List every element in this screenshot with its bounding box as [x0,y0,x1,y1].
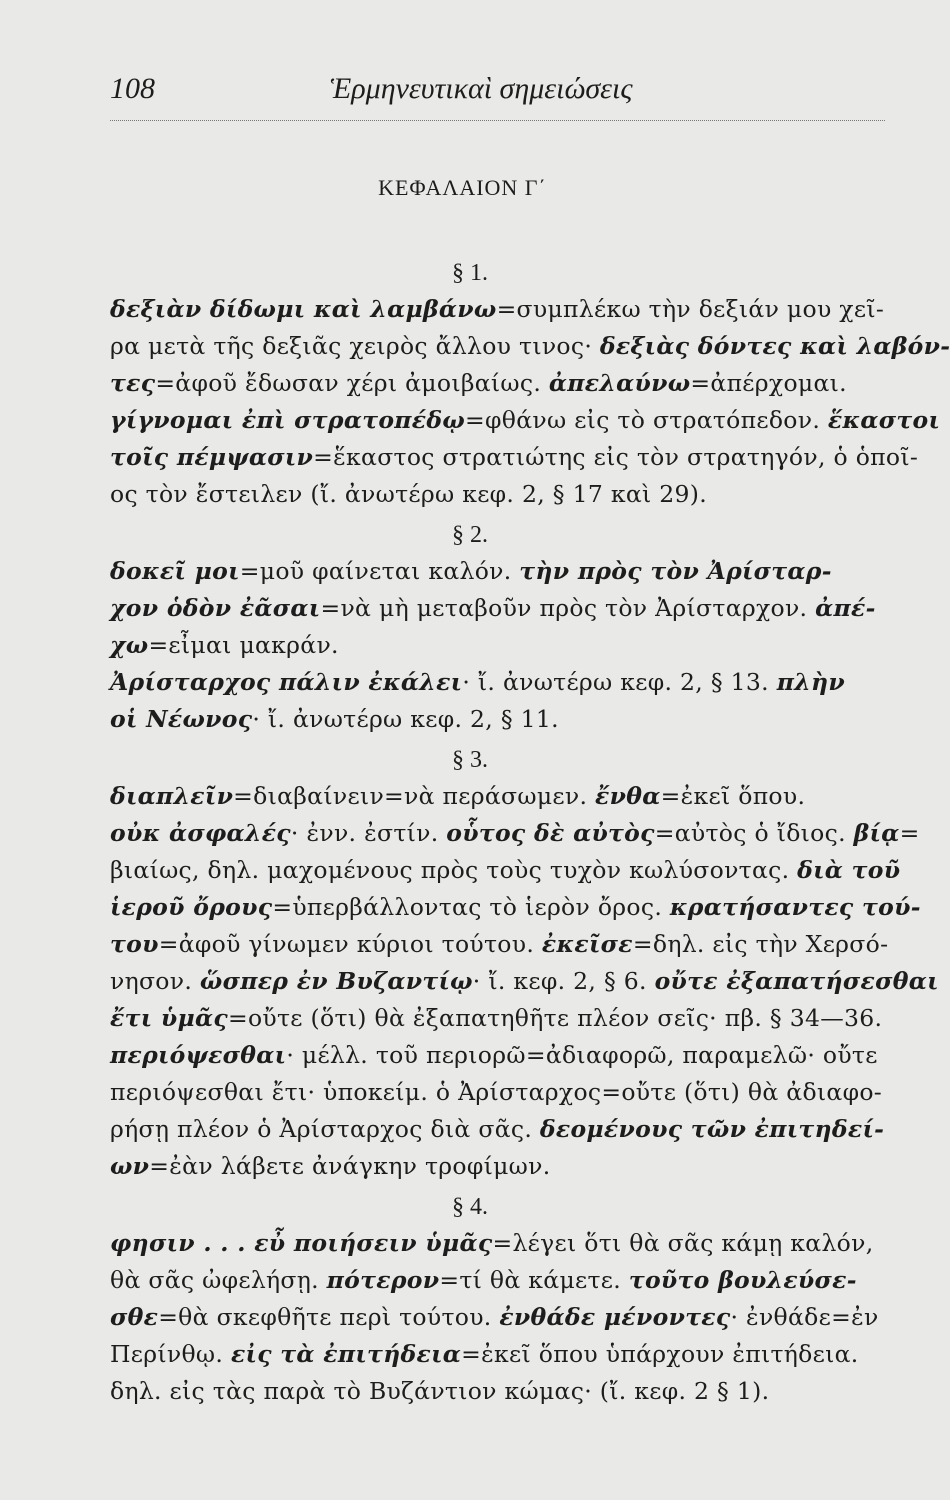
lemma: τὴν πρὸς τὸν Ἀρίσταρ- [519,557,832,585]
gloss: βιαίως, δηλ. μαχομένους πρὸς τοὺς τυχὸν κωλύσοντας. [110,856,798,884]
gloss: δηλ. εἰς τὰς παρὰ τὸ Βυζάντιον κώμας· (ἴ. κεφ. 2 § 1). [110,1377,770,1405]
gloss: =τί θὰ κάμετε. [439,1266,629,1294]
text-line [110,476,900,513]
lemma: Ἀρίσταρχος πάλιν ἐκάλει [110,668,463,696]
text-line [110,664,900,701]
text-line [110,365,900,402]
text-line [110,852,900,889]
lemma: πλὴν [776,668,845,696]
section-mark: § 4. [452,1194,488,1220]
text-line [110,701,900,738]
gloss: ρήσῃ πλέον ὁ Ἀρίσταρχος διὰ σᾶς. [110,1115,540,1143]
gloss: =διαβαίνειν=νὰ περάσωμεν. [233,782,596,810]
gloss: =ἐὰν λάβετε ἀνάγκην τροφίμων. [149,1152,551,1180]
text-line [110,1000,900,1037]
lemma: ὥσπερ ἐν Βυζαντίῳ [199,967,473,995]
gloss: =αὐτὸς ὁ ἴδιος. [654,819,854,847]
text-line [110,1225,900,1262]
text-line [110,926,900,963]
gloss: ος τὸν ἔστειλεν (ἴ. ἀνωτέρω κεφ. 2, § 17 καὶ 29). [110,480,708,508]
running-head [110,72,885,121]
text-line [110,1148,900,1185]
section-mark: § 3. [452,747,488,773]
text-line [110,1336,900,1373]
lemma: εἰς τὰ ἐπιτήδεια [230,1340,462,1368]
lemma: σθε [110,1303,159,1331]
lemma: δεομένους τῶν ἐπιτηδεί- [539,1115,885,1143]
lemma: ἕκαστοι [827,406,941,434]
gloss: =μοῦ φαίνεται καλόν. [239,557,520,585]
lemma: ἔνθα [595,782,661,810]
gloss: =ἕκαστος στρατιώτης εἰς τὸν στρατηγόν, ὁ ὁποῖ- [313,443,919,471]
lemma: οἱ Νέωνος [110,705,253,733]
lemma: ἐκεῖσε [541,930,633,958]
lemma: διὰ τοῦ [797,856,901,884]
running-title: Ἑρμηνευτικαὶ σημειώσεις [330,72,633,105]
lemma: δεξιὰς δόντες καὶ λαβόν- [599,332,950,360]
section-mark: § 1. [452,260,488,286]
lemma: του [110,930,159,958]
lemma: οὔτε ἐξαπατήσεσθαι [654,967,939,995]
gloss: =οὔτε (ὅτι) θὰ ἐξαπατηθῆτε πλέον σεῖς· πβ. § 34—36. [227,1004,883,1032]
text-line [110,590,900,627]
text-line [110,815,920,852]
text-line [110,963,939,1000]
lemma: διαπλεῖν [110,782,234,810]
gloss: · ἴ. κεφ. 2, § 6. [472,967,655,995]
gloss: =εἶμαι μακράν. [148,631,339,659]
lemma: χον ὁδὸν ἐᾶσαι [110,594,321,622]
page-number: 108 [110,72,155,105]
lemma: οὗτος δὲ αὐτὸς [446,819,655,847]
lemma: βίᾳ [853,819,900,847]
text-line [110,1373,900,1410]
lemma: δεξιὰν δίδωμι καὶ λαμβάνω [110,295,497,323]
lemma: χω [110,631,149,659]
text-line [110,402,941,439]
gloss: =ἀπέρχομαι. [690,369,847,397]
lemma: τοῦτο βουλεύσε- [628,1266,857,1294]
lemma: περιόψεσθαι [110,1041,287,1069]
text-line [110,291,900,328]
lemma: δοκεῖ μοι [110,557,240,585]
text-line [110,328,950,365]
gloss: ρα μετὰ τῆς δεξιᾶς χειρὸς ἄλλου τινος· [110,332,600,360]
text-line [110,439,919,476]
gloss: =ὑπερβάλλοντας τὸ ἱερὸν ὄρος. [272,893,670,921]
text-line [110,1037,900,1074]
lemma: ἔτι ὑμᾶς [110,1004,228,1032]
lemma: κρατήσαντες τού- [669,893,921,921]
gloss: =ἐκεῖ ὅπου ὑπάρχουν ἐπιτήδεια. [461,1340,859,1368]
text-line [110,778,900,815]
lemma: ἀπέ- [815,594,876,622]
lemma: ἱεροῦ ὄρους [110,893,273,921]
text-line [110,1299,900,1336]
lemma: τες [110,369,156,397]
gloss: =φθάνω εἰς τὸ στρατόπεδον. [465,406,828,434]
gloss: περιόψεσθαι ἔτι· ὑποκείμ. ὁ Ἀρίσταρχος=οὔτε (ὅτι) θὰ ἀδιαφο- [110,1078,883,1106]
lemma: τοῖς πέμψασιν [110,443,314,471]
gloss: =λέγει ὅτι θὰ σᾶς κάμῃ καλόν, [492,1229,874,1257]
gloss: =συμπλέκω τὴν δεξιάν μου χεῖ- [496,295,885,323]
text-line [110,1262,900,1299]
gloss: · ἐνθάδε=ἐν [730,1303,879,1331]
text-line [110,1111,900,1148]
gloss: =ἐκεῖ ὅπου. [660,782,806,810]
gloss: Περίνθῳ. [110,1340,231,1368]
text-line [110,1074,900,1111]
gloss: =δηλ. εἰς τὴν Χερσό- [632,930,889,958]
gloss: · ἴ. ἀνωτέρω κεφ. 2, § 11. [252,705,559,733]
gloss: =θὰ σκεφθῆτε περὶ τούτου. [158,1303,500,1331]
gloss: =ἀφοῦ γίνωμεν κύριοι τούτου. [158,930,542,958]
lemma: γίγνομαι ἐπὶ στρατοπέδῳ [110,406,466,434]
gloss: =νὰ μὴ μεταβοῦν πρὸς τὸν Ἀρίσταρχον. [320,594,816,622]
text-line [110,553,900,590]
lemma: ἐνθάδε μένοντες [499,1303,731,1331]
gloss: · μέλλ. τοῦ περιορῶ=ἀδιαφορῶ, παραμελῶ· οὔτε [286,1041,878,1069]
gloss: νησον. [110,967,200,995]
gloss: =ἀφοῦ ἔδωσαν χέρι ἀμοιβαίως. [155,369,549,397]
gloss: = [899,819,920,847]
lemma: ἀπελαύνω [548,369,691,397]
gloss: · ἐνν. ἐστίν. [290,819,447,847]
text-line [110,627,900,664]
body-text [110,255,950,1414]
lemma: πότερον [326,1266,440,1294]
lemma: οὐκ ἀσφαλές [110,819,291,847]
gloss: θὰ σᾶς ὠφελήσῃ. [110,1266,327,1294]
lemma: ων [110,1152,150,1180]
chapter-title: ΚΕΦΑΛΑΙΟΝ Γ΄ [378,175,547,200]
text-line [110,889,921,926]
section-mark: § 2. [452,522,488,548]
gloss: · ἴ. ἀνωτέρω κεφ. 2, § 13. [462,668,777,696]
lemma: φησιν . . . εὖ ποιήσειν ὑμᾶς [110,1229,493,1257]
